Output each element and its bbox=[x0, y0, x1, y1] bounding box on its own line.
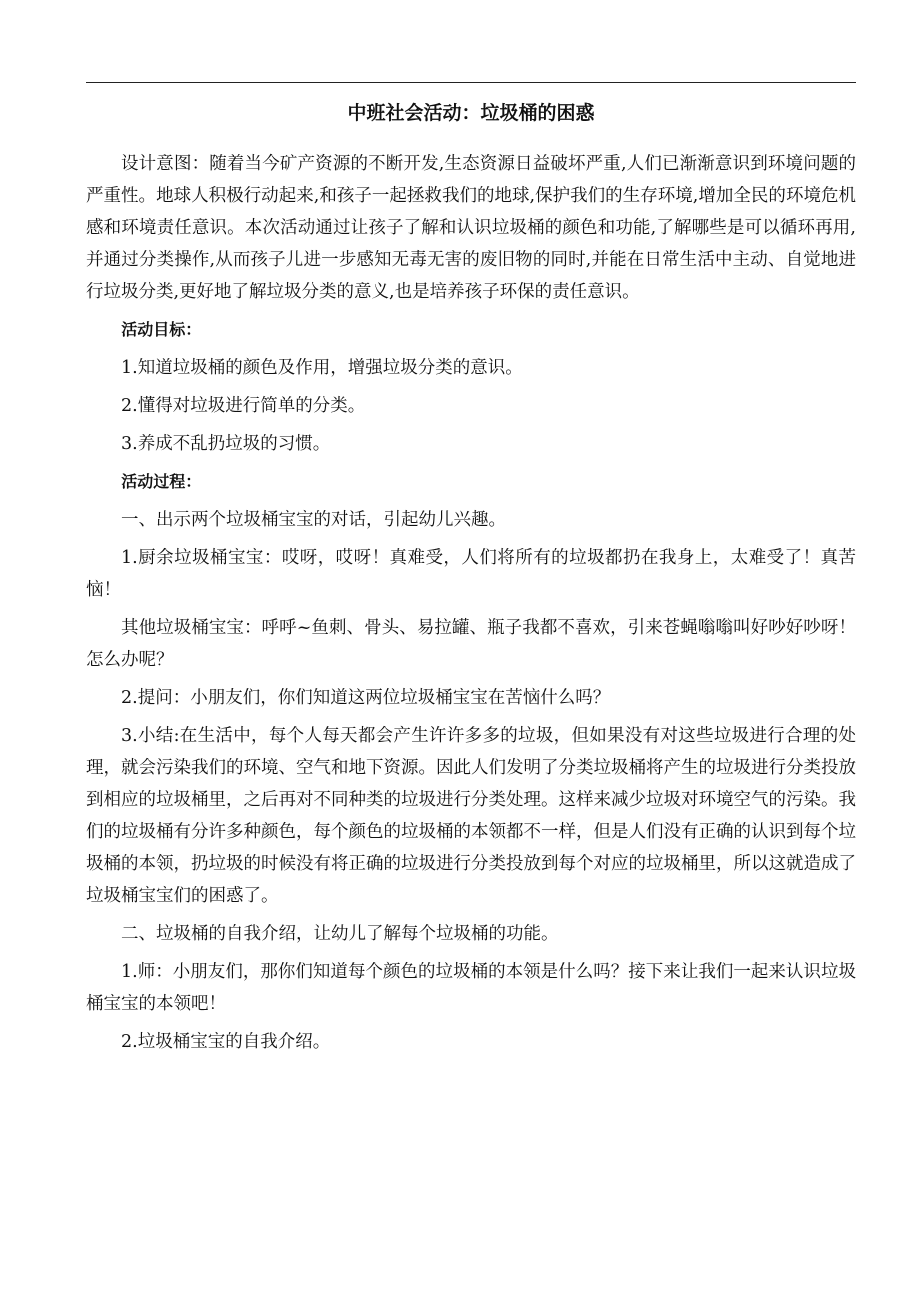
process-item: 1.师：小朋友们，那你们知道每个颜色的垃圾桶的本领是什么吗？接下来让我们一起来认识垃圾桶宝宝的本领吧！ bbox=[86, 962, 856, 1014]
process-item: 一、出示两个垃圾桶宝宝的对话，引起幼儿兴趣。 bbox=[121, 510, 506, 530]
process-item: 3.小结:在生活中，每个人每天都会产生许许多多的垃圾，但如果没有对这些垃圾进行合理的处理，就会污染我们的环境、空气和地下资源。因此人们发明了分类垃圾桶将产生的垃圾进行分类投放到相应的垃圾桶里，之后再对不同种类的垃圾进行分类处理。这样来减少垃圾对环境空气的污染。我们的垃圾桶有分许多种颜色，每个颜色的垃圾桶的本领都不一样，但是人们没有正确的认识到每个垃圾桶的本领，扔垃圾的时候没有将正确的垃圾进行分类投放到每个对应的垃圾桶里，所以这就造成了垃圾桶宝宝们的困惑了。 bbox=[86, 726, 856, 906]
goals-heading: 活动目标： bbox=[121, 320, 202, 339]
document-body bbox=[86, 148, 856, 1058]
process-item: 其他垃圾桶宝宝：呼呼~鱼刺、骨头、易拉罐、瓶子我都不喜欢，引来苍蝇嗡嗡叫好吵好吵呀！怎么办呢？ bbox=[86, 618, 856, 670]
goal-item: 2.懂得对垃圾进行简单的分类。 bbox=[121, 396, 366, 416]
process-item: 二、垃圾桶的自我介绍，让幼儿了解每个垃圾桶的功能。 bbox=[121, 924, 559, 944]
process-item: 1.厨余垃圾桶宝宝：哎呀，哎呀！真难受，人们将所有的垃圾都扔在我身上，太难受了！真苦恼！ bbox=[86, 548, 856, 600]
process-item: 2.垃圾桶宝宝的自我介绍。 bbox=[121, 1032, 331, 1052]
goal-item: 1.知道垃圾桶的颜色及作用，增强垃圾分类的意识。 bbox=[121, 358, 523, 378]
intro-paragraph: 设计意图：随着当今矿产资源的不断开发,生态资源日益破坏严重,人们已渐渐意识到环境问题的严重性。地球人积极行动起来,和孩子一起拯救我们的地球,保护我们的生存环境,增加全民的环境危机感和环境责任意识。本次活动通过让孩子了解和认识垃圾桶的颜色和功能,了解哪些是可以循环再用,并通过分类操作,从而孩子儿进一步感知无毒无害的废旧物的同时,并能在日常生活中主动、自觉地进行垃圾分类,更好地了解垃圾分类的意义,也是培养孩子环保的责任意识。 bbox=[86, 154, 856, 302]
page-title: 中班社会活动：垃圾桶的困惑 bbox=[347, 102, 595, 124]
process-item: 2.提问：小朋友们，你们知道这两位垃圾桶宝宝在苦恼什么吗？ bbox=[121, 688, 611, 708]
goal-item: 3.养成不乱扔垃圾的习惯。 bbox=[121, 434, 331, 454]
header-rule bbox=[86, 82, 856, 83]
process-heading: 活动过程： bbox=[121, 472, 202, 491]
